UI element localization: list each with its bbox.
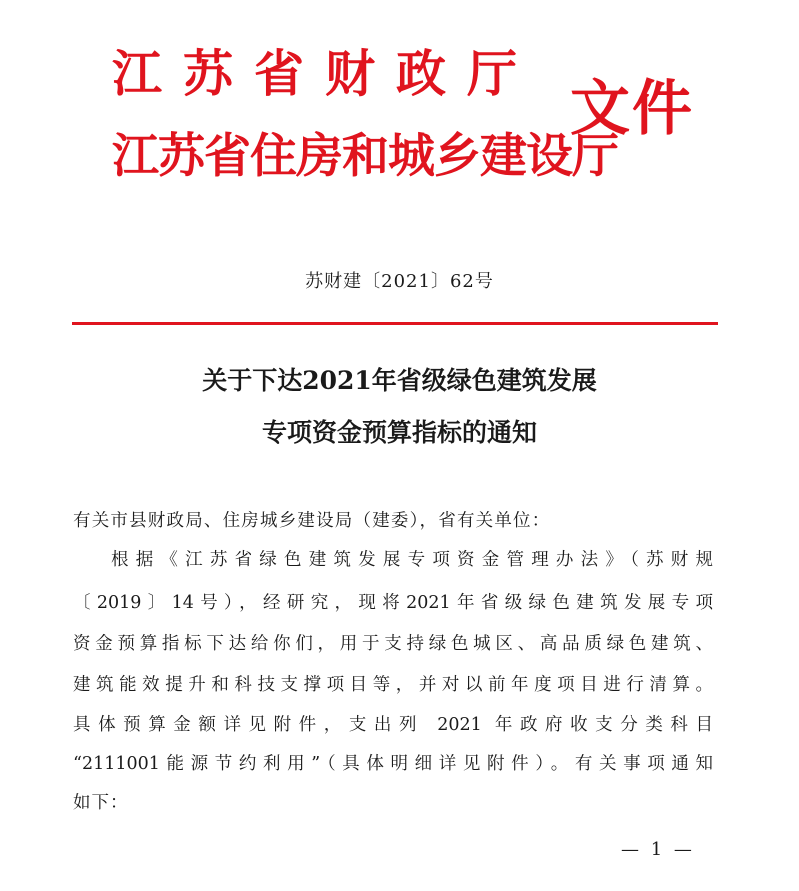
salutation: 有关市县财政局、住房城乡建设局（建委），省有关单位：: [73, 511, 551, 531]
page-number: — 1 —: [621, 839, 695, 860]
issuing-org-finance: 江苏省财政厅: [112, 44, 538, 103]
issuing-org-housing: 江苏省住房和城乡建设厅: [112, 129, 618, 184]
document-type-label: 文件: [570, 74, 694, 144]
body-line: 〔2019〕14号），经研究，现将2021年省级绿色建筑发展专项: [73, 593, 713, 613]
body-line: “2111001能源节约利用”（具体明细详见附件）。有关事项通知: [73, 754, 713, 774]
document-title-line-1: 关于下达2021年省级绿色建筑发展: [202, 366, 597, 395]
body-line: 具体预算金额详见附件，支出列 2021 年政府收支分类科目: [73, 715, 713, 735]
document-title-line-2: 专项资金预算指标的通知: [261, 418, 537, 447]
body-line: 建筑能效提升和科技支撑项目等，并对以前年度项目进行清算。: [73, 675, 713, 695]
body-line: 资金预算指标下达给你们，用于支持绿色城区、高品质绿色建筑、: [73, 634, 713, 654]
red-divider-rule: [72, 322, 718, 325]
document-number: 苏财建〔2021〕62号: [305, 271, 494, 292]
body-line: 如下：: [73, 793, 129, 813]
body-line: 根据《江苏省绿色建筑发展专项资金管理办法》（苏财规: [111, 550, 713, 570]
